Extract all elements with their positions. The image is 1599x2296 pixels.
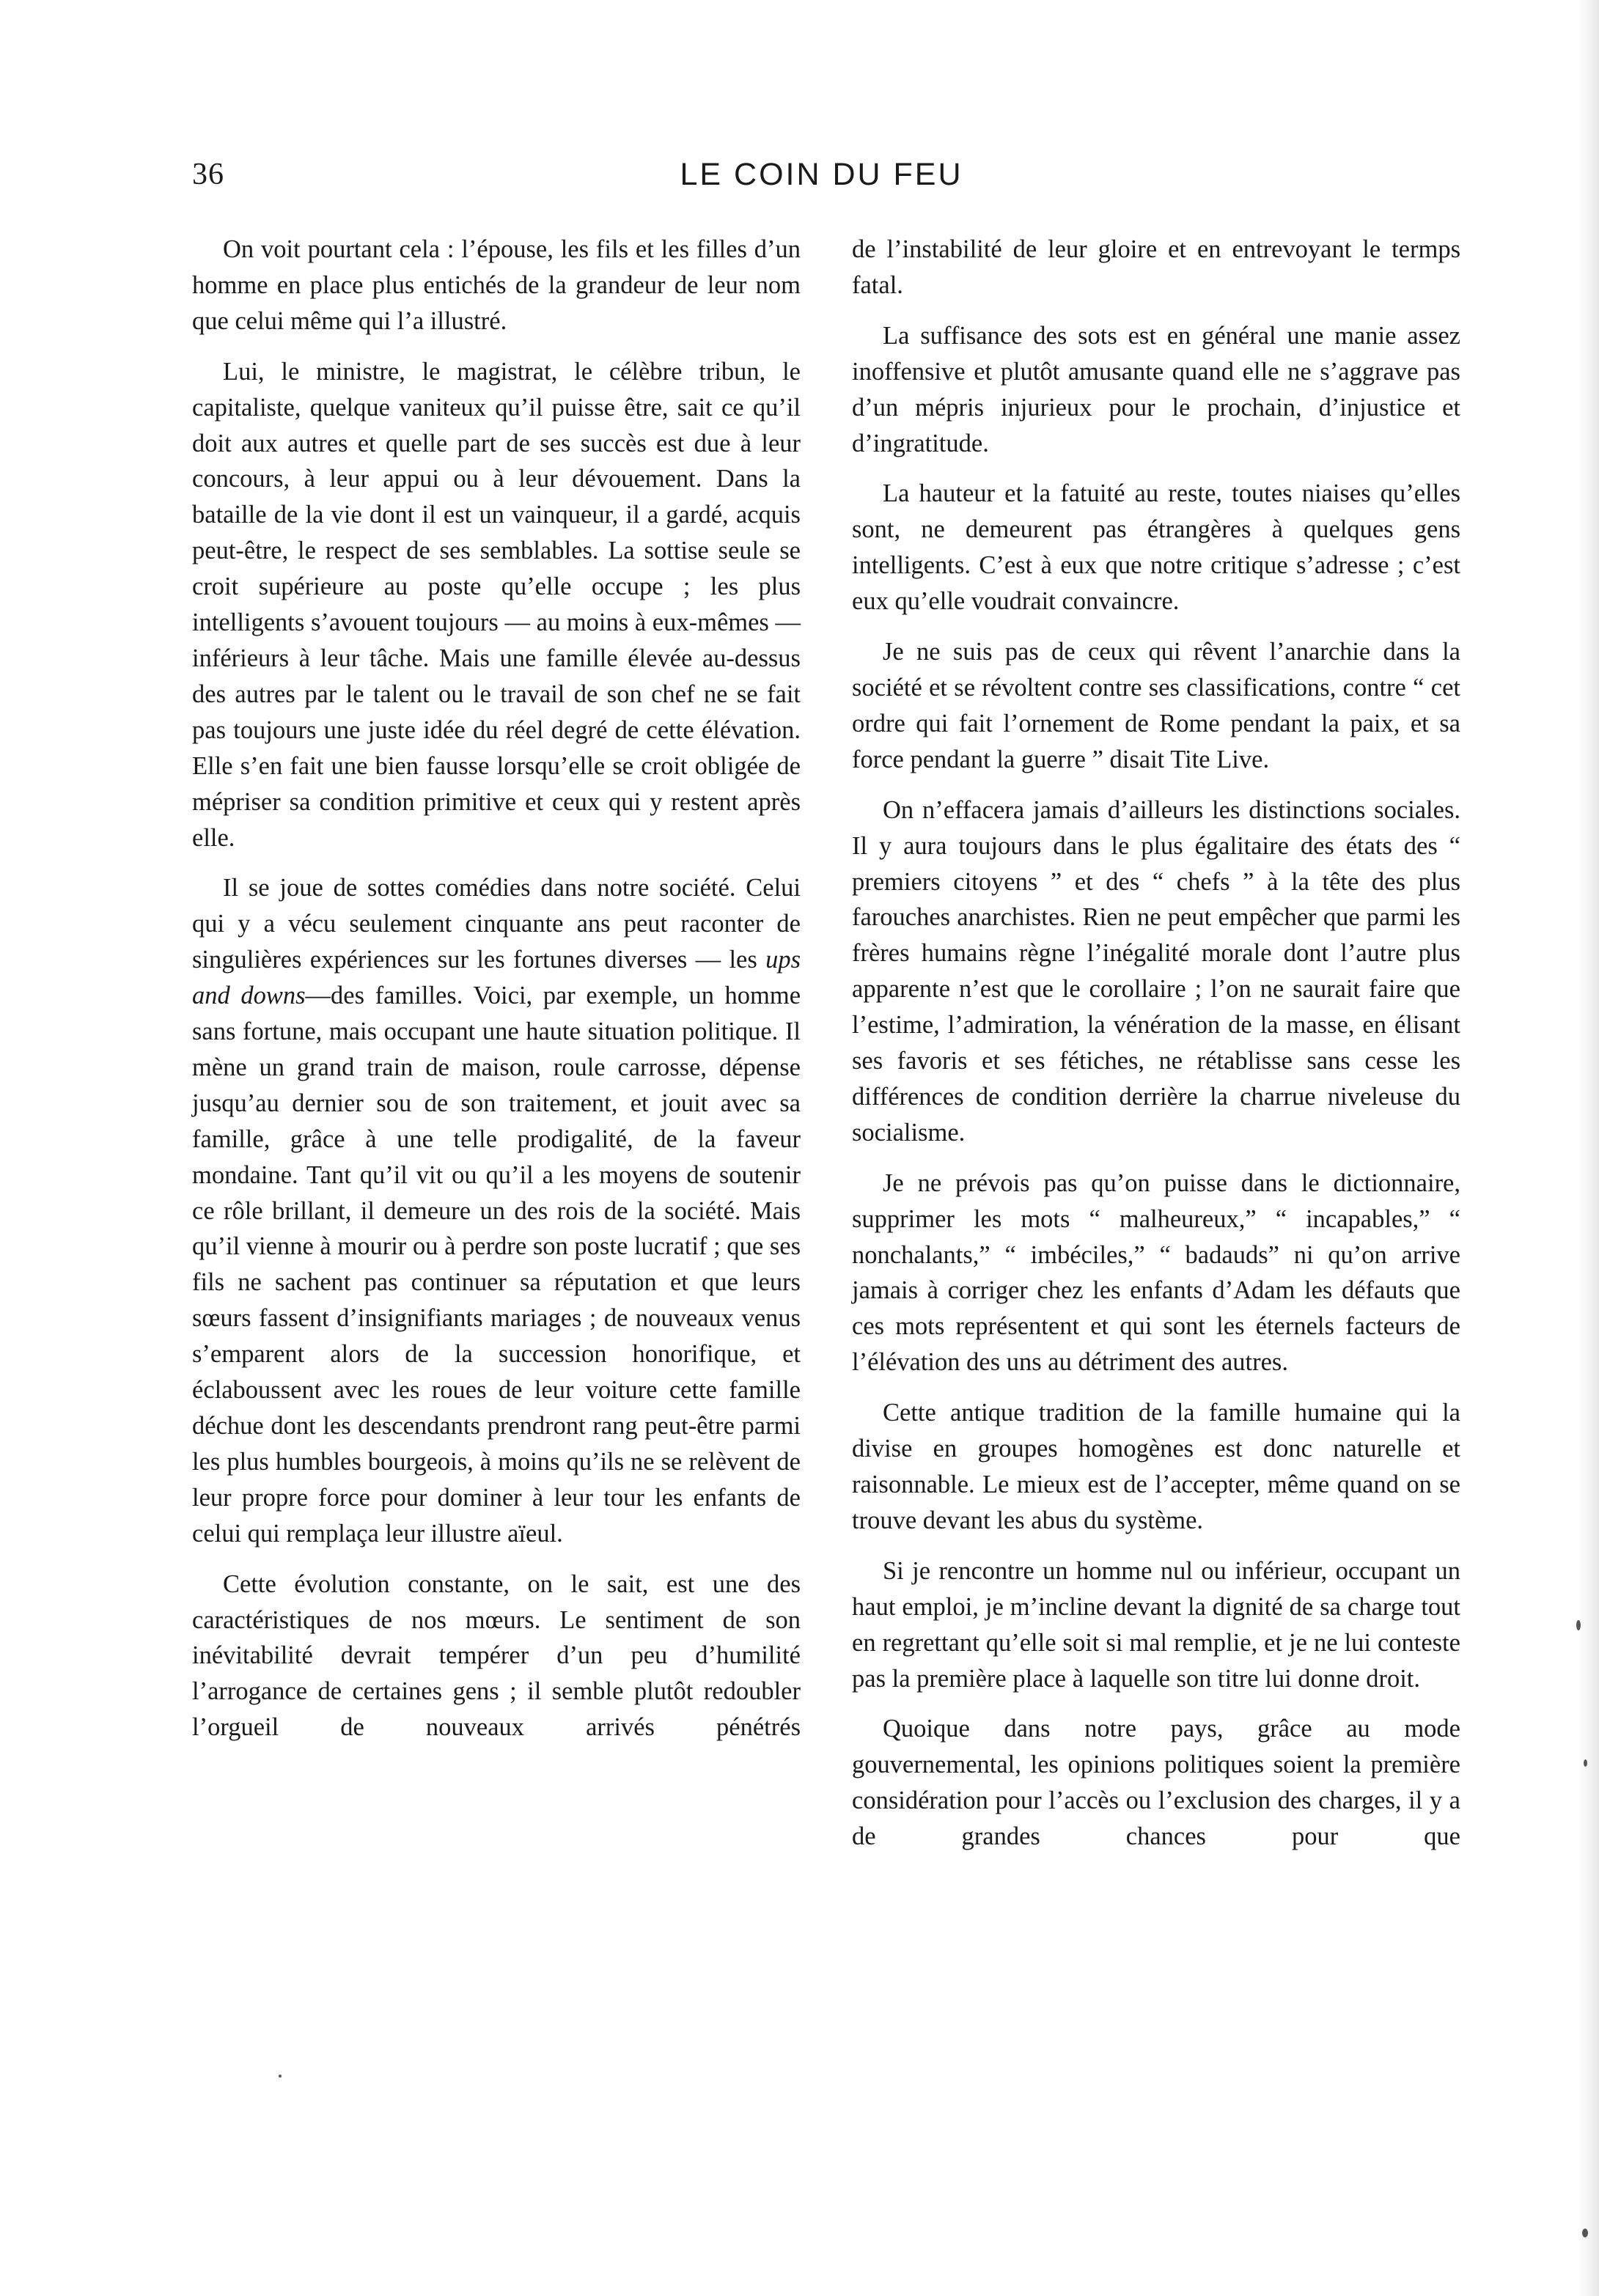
right-column: [852, 232, 1460, 1869]
paragraph: On n’effacera jamais d’ailleurs les distinctions sociales. Il y aura toujours dans le plus égalitaire des états des “ premiers citoyens ” et des “ chefs ” à la tête des plus farouches anarchistes. Rien ne peut empêcher que parmi les frères humains règne l’inégalité morale dont l’autre plus apparente n’est que le corollaire ; l’on ne saurait faire que l’estime, l’admiration, la vénération de la masse, en élisant ses favoris et ses fétiches, ne rétablisse sans cesse les différences de condition derrière la charrue niveleuse du socialisme.: [852, 795, 1460, 1147]
paragraph: Lui, le ministre, le magistrat, le célèbre tribun, le capitaliste, quelque vaniteux qu’il puisse être, sait ce qu’il doit aux autres et quelle part de ses succès est due à leur concours, à leur appui ou à leur dévouement. Dans la bataille de la vie dont il est un vainqueur, il a gardé, acquis peut-être, le respect de ses semblables. La sottise seule se croit supérieure au poste qu’elle occupe ; les plus intelligents s’avouent toujours — au moins à eux-mêmes — inférieurs à leur tâche. Mais une famille élevée au-dessus des autres par le talent ou le travail de son chef ne se fait pas toujours une juste idée du réel degré de cette élévation. Elle s’en fait une bien fausse lorsqu’elle se croit obligée de mépriser sa condition primitive et ceux qui y restent après elle.: [192, 357, 801, 852]
paragraph-text: Il se joue de sottes comédies dans notre société. Celui qui y a vécu seulement cinquante ans peut raconter de singulières expériences sur les fortunes diverses — les: [192, 874, 801, 974]
page-number: 36: [192, 158, 224, 191]
scan-speck: [1582, 2229, 1588, 2237]
left-column: [192, 232, 801, 1760]
scan-edge-shadow: [1578, 0, 1599, 2296]
scan-speck: [1576, 1620, 1581, 1630]
paragraph: Cette antique tradition de la famille humaine qui la divise en groupes homogènes est donc naturelle et raisonnable. Le mieux est de l’accepter, même quand on se trouve devant les abus du système.: [852, 1399, 1460, 1534]
running-header: LE COIN DU FEU: [680, 157, 963, 192]
paragraph-continued: Cette évolution constante, on le sait, est une des caractéristiques de nos mœurs. Le sentiment de son inévitabilité devrait tempérer d’un peu d’humilité l’arrogance de certaines gens ; il semble plutôt redoubler l’orgueil de nouveaux arrivés pénétrés: [192, 1570, 801, 1742]
scan-speck: [279, 2075, 282, 2078]
paragraph: Si je rencontre un homme nul ou inférieur, occupant un haut emploi, je m’incline devant la dignité de sa charge tout en regrettant qu’elle soit si mal remplie, et je ne lui conteste pas la première place à laquelle son titre lui donne droit.: [852, 1556, 1460, 1693]
paragraph: On voit pourtant cela : l’épouse, les fils et les filles d’un homme en place plus entichés de la grandeur de leur nom que celui même qui l’a illustré.: [192, 235, 801, 335]
scan-speck: [1584, 1759, 1587, 1767]
paragraph-continuation: de l’instabilité de leur gloire et en entrevoyant le termps fatal.: [852, 235, 1460, 299]
paragraph: Je ne suis pas de ceux qui rêvent l’anarchie dans la société et se révoltent contre ses classifications, contre “ cet ordre qui fait l’ornement de Rome pendant la paix, et sa force pendant la guerre ” disait Tite Live.: [852, 638, 1460, 773]
paragraph-with-italic: [192, 870, 801, 1551]
paragraph: Je ne prévois pas qu’on puisse dans le dictionnaire, supprimer les mots “ malheureux,” “ incapables,” “ nonchalants,” “ imbéciles,” “ badauds” ni qu’on arrive jamais à corriger chez les enfants d’Adam les défauts que ces mots représentent et qui sont les éternels facteurs de l’élévation des uns au détriment des autres.: [852, 1169, 1460, 1377]
paragraph-text: —des familles. Voici, par exemple, un homme sans fortune, mais occupant une haute situation politique. Il mène un grand train de maison, roule carrosse, dépense jusqu’au dernier sou de son traitement, et jouit avec sa famille, grâce à une telle prodigalité, de la faveur mondaine. Tant qu’il vit ou qu’il a les moyens de soutenir ce rôle brillant, il demeure un des rois de la société. Mais qu’il vienne à mourir ou à perdre son poste lucratif ; que ses fils ne sachent pas continuer sa réputation et que leurs sœurs fassent d’insignifiants mariages ; de nouveaux venus s’emparent alors de la succession honorifique, et éclaboussent avec les roues de leur voiture cette famille déchue dont les descendants prendront rang peut-être parmi les plus humbles bourgeois, à moins qu’ils ne se relèvent de leur propre force pour dominer à leur tour les enfants de celui qui remplaça leur illustre aïeul.: [192, 982, 801, 1548]
paragraph: La hauteur et la fatuité au reste, toutes niaises qu’elles sont, ne demeurent pas étrangères à quelques gens intelligents. C’est à eux que notre critique s’adresse ; c’est eux qu’elle voudrait convaincre.: [852, 479, 1460, 616]
italic-phrase: ups and downs: [192, 946, 801, 1010]
paragraph-continued: Quoique dans notre pays, grâce au mode gouvernemental, les opinions politiques soient la première considération pour l’accès ou l’exclusion des charges, il y a de grandes chances pour que: [852, 1715, 1460, 1851]
paragraph: La suffisance des sots est en général une manie assez inoffensive et plutôt amusante quand elle ne s’aggrave pas d’un mépris injurieux pour le prochain, d’injustice et d’ingratitude.: [852, 321, 1460, 457]
